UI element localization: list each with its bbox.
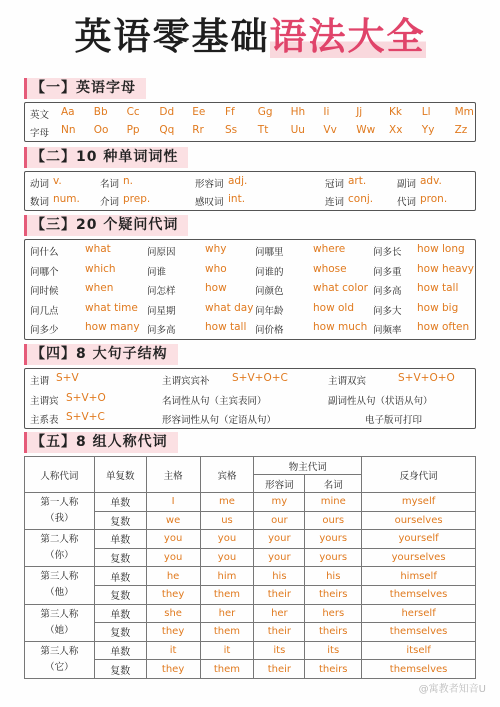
table-row: [25, 493, 476, 512]
question-en: which: [85, 262, 116, 275]
pronoun-cell: you: [200, 530, 254, 549]
section-title-alphabet: 【一】英语字母: [24, 78, 146, 99]
pos-en: prep.: [123, 193, 151, 205]
pronoun-cell: yours: [305, 530, 362, 549]
number-cell: 单数: [94, 530, 146, 549]
alphabet-letter: Dd: [159, 106, 175, 118]
person-label: 第三人称: [40, 608, 79, 620]
question-cn: 问多高: [373, 286, 402, 298]
pronoun-cell: he: [146, 567, 200, 586]
section-title-question-words: 【三】20 个疑问代词: [24, 215, 188, 236]
section-title-sentence-structures: 【四】8 大句子结构: [24, 344, 178, 365]
person-sub: （我）: [45, 513, 74, 525]
alphabet-letter: Ll: [421, 106, 431, 118]
alphabet-letter: Jj: [356, 106, 363, 118]
pronoun-cell: they: [146, 623, 200, 642]
person-sub: （它）: [45, 661, 74, 673]
question-cn: 问多长: [373, 247, 402, 258]
pos-en: art.: [348, 175, 367, 187]
structure-cn: 主谓: [30, 376, 50, 387]
pronoun-cell: his: [254, 567, 305, 586]
person-cell: [25, 641, 95, 678]
person-cell: [25, 567, 95, 604]
pronoun-cell: she: [146, 604, 200, 623]
table-row: [25, 604, 476, 623]
table-row: [25, 641, 476, 660]
pronoun-cell: my: [254, 493, 305, 512]
question-en: when: [85, 282, 114, 295]
number-cell: 复数: [94, 623, 146, 642]
pronoun-cell: ours: [305, 511, 362, 530]
question-en: how big: [417, 301, 459, 314]
pronoun-cell: you: [146, 548, 200, 567]
alphabet-letter: Zz: [454, 124, 468, 136]
pronoun-cell: it: [200, 641, 254, 660]
question-cn: 问谁: [147, 266, 167, 278]
alphabet-letter: Qq: [159, 124, 175, 136]
pronoun-cell: theirs: [305, 585, 362, 604]
section-title-pronouns: 【五】8 组人称代词: [24, 432, 178, 453]
question-cn: 问多重: [373, 266, 402, 278]
question-en: how many: [85, 321, 140, 334]
question-en: whose: [313, 262, 347, 275]
pronoun-cell: yourself: [362, 530, 476, 549]
question-en: how long: [417, 243, 465, 255]
question-cn: 问哪里: [255, 247, 284, 258]
question-cn: 问星期: [147, 305, 176, 317]
alphabet-letter: Ww: [356, 124, 376, 136]
question-cn: 问谁的: [255, 266, 284, 278]
alphabet-letter: Ff: [225, 106, 235, 118]
question-en: how: [205, 282, 227, 295]
alphabet-letter: Ss: [225, 124, 238, 136]
question-cn: 问几点: [30, 305, 59, 317]
pos-cn: 冠词: [325, 179, 345, 190]
title-part2: 语法大全: [269, 15, 426, 58]
question-en: how heavy: [417, 262, 474, 275]
question-en: who: [205, 262, 227, 275]
pronoun-table-wrap: [24, 456, 476, 679]
person-label: 第二人称: [40, 534, 79, 546]
alphabet-letter: Mm: [454, 106, 474, 118]
watermark: @寓教者知音U: [418, 684, 486, 695]
title-part1: 英语零基础: [74, 15, 270, 58]
alphabet-letter: Uu: [290, 124, 305, 136]
alphabet-letter: Pp: [126, 124, 140, 136]
pos-cn: 介词: [100, 197, 120, 208]
alphabet-letter: Yy: [421, 124, 435, 136]
question-cn: 问价格: [255, 325, 284, 337]
question-en: how often: [417, 321, 470, 334]
person-label: 第一人称: [40, 497, 79, 509]
structure-cn: 名词性从句（主宾表同）: [162, 395, 267, 407]
pronoun-cell: yours: [305, 548, 362, 567]
person-cell: [25, 604, 95, 641]
pronoun-cell: ourselves: [362, 511, 476, 530]
number-cell: 复数: [94, 548, 146, 567]
person-cell: [25, 530, 95, 567]
alphabet-label-upper: 英文: [30, 110, 50, 121]
alphabet-letter: Cc: [126, 106, 140, 118]
pronoun-cell: our: [254, 511, 305, 530]
person-sub: （他）: [45, 587, 74, 599]
alphabet-letter: Aa: [61, 106, 75, 118]
structure-cn: 形容词性从句（定语从句）: [162, 415, 277, 426]
pos-en: conj.: [348, 193, 374, 205]
person-sub: （你）: [45, 550, 74, 562]
pronoun-cell: them: [200, 585, 254, 604]
pronoun-cell: him: [200, 567, 254, 586]
pronoun-cell: they: [146, 660, 200, 679]
question-cn: 问时候: [30, 286, 59, 298]
pos-en: n.: [123, 175, 133, 187]
pronoun-cell: me: [200, 493, 254, 512]
pronoun-cell: its: [254, 641, 305, 660]
header-person: 人称代词: [25, 457, 95, 493]
question-en: how much: [313, 321, 368, 334]
pos-cn: 动词: [30, 179, 50, 190]
question-en: how tall: [417, 282, 459, 295]
pronoun-cell: your: [254, 530, 305, 549]
question-cn: 问年龄: [255, 305, 284, 317]
number-cell: 单数: [94, 493, 146, 512]
header-subject: 主格: [146, 457, 200, 493]
alphabet-letter: Tt: [257, 124, 269, 136]
question-cn: 问频率: [373, 325, 402, 337]
number-cell: 单数: [94, 567, 146, 586]
question-cn: 问颜色: [255, 286, 284, 298]
pronoun-cell: herself: [362, 604, 476, 623]
pronoun-cell: his: [305, 567, 362, 586]
pos-cn: 连词: [325, 197, 345, 208]
number-cell: 复数: [94, 511, 146, 530]
structure-cn: 主谓宾宾补: [162, 376, 210, 387]
question-cn: 问原因: [147, 247, 176, 258]
pos-cn: 形容词: [195, 179, 224, 190]
structure-cn: 主谓宾: [30, 395, 59, 407]
alphabet-box: [24, 102, 476, 142]
pronoun-cell: themselves: [362, 623, 476, 642]
alphabet-letter: Ee: [192, 106, 206, 118]
person-cell: [25, 493, 95, 530]
pos-cn: 名词: [100, 179, 120, 190]
alphabet-letter: Kk: [389, 106, 402, 118]
structure-cn: 副词性从句（状语从句）: [328, 395, 433, 407]
pronoun-cell: hers: [305, 604, 362, 623]
pronoun-cell: I: [146, 493, 200, 512]
pronoun-cell: myself: [362, 493, 476, 512]
alphabet-label-lower: 字母: [30, 128, 50, 139]
pos-cn: 数词: [30, 197, 50, 208]
alphabet-letter: Bb: [93, 106, 108, 118]
pronoun-cell: they: [146, 585, 200, 604]
pos-en: int.: [228, 193, 246, 205]
question-cn: 问多高: [147, 325, 176, 337]
pronoun-cell: you: [200, 548, 254, 567]
question-en: how old: [313, 301, 355, 314]
pronoun-cell: them: [200, 660, 254, 679]
structure-en: S+V+O: [66, 391, 106, 404]
question-en: what color: [313, 282, 368, 295]
question-cn: 问多少: [30, 325, 59, 337]
pos-cn: 副词: [397, 179, 417, 190]
pronoun-cell: himself: [362, 567, 476, 586]
pos-box: [24, 171, 476, 211]
person-sub: （她）: [45, 624, 74, 636]
header-reflexive: 反身代词: [362, 457, 476, 493]
question-cn: 问多大: [373, 305, 402, 317]
question-en: how tall: [205, 321, 247, 334]
person-label: 第三人称: [40, 571, 79, 583]
person-label: 第三人称: [40, 645, 79, 657]
alphabet-letter: Rr: [192, 124, 204, 136]
header-object: 宾格: [200, 457, 254, 493]
number-cell: 单数: [94, 641, 146, 660]
header-number: 单复数: [94, 457, 146, 493]
number-cell: 单数: [94, 604, 146, 623]
number-cell: 复数: [94, 585, 146, 604]
question-cn: 问哪个: [30, 266, 59, 278]
number-cell: 复数: [94, 660, 146, 679]
pronoun-cell: we: [146, 511, 200, 530]
page-title: [0, 14, 500, 60]
structure-cn: 主谓双宾: [328, 376, 367, 387]
question-cn: 问什么: [30, 247, 59, 258]
pos-cn: 感叹词: [195, 197, 224, 208]
question-en: what day: [205, 301, 254, 314]
pos-en: v.: [53, 175, 62, 187]
pos-cn: 代词: [397, 197, 417, 208]
pos-en: adj.: [228, 175, 248, 187]
pronoun-cell: theirs: [305, 660, 362, 679]
structure-en: S+V: [56, 372, 79, 384]
pronoun-cell: them: [200, 623, 254, 642]
header-noun: 名词: [305, 475, 362, 493]
pronoun-cell: themselves: [362, 660, 476, 679]
header-adj: 形容词: [254, 475, 305, 493]
pronoun-cell: its: [305, 641, 362, 660]
question-cn: 问怎样: [147, 286, 176, 298]
pos-en: pron.: [420, 193, 448, 205]
question-en: what time: [85, 301, 138, 314]
pos-en: adv.: [420, 175, 442, 187]
section-title-parts-of-speech: 【二】10 种单词词性: [24, 147, 188, 168]
alphabet-letter: Vv: [323, 124, 337, 136]
question-en: where: [313, 243, 346, 255]
pronoun-cell: her: [200, 604, 254, 623]
pronoun-table: [24, 456, 476, 679]
alphabet-letter: Hh: [290, 106, 306, 118]
table-row: [25, 567, 476, 586]
pronoun-cell: us: [200, 511, 254, 530]
alphabet-letter: Ii: [323, 106, 330, 118]
question-en: why: [205, 243, 227, 255]
pronoun-cell: their: [254, 585, 305, 604]
pronoun-cell: mine: [305, 493, 362, 512]
pos-en: num.: [53, 193, 80, 205]
structure-cn: 主系表: [30, 415, 59, 426]
pronoun-cell: itself: [362, 641, 476, 660]
structure-en: S+V+O+C: [232, 372, 288, 384]
alphabet-letter: Xx: [389, 124, 403, 136]
alphabet-letter: Oo: [93, 124, 109, 136]
pronoun-cell: theirs: [305, 623, 362, 642]
alphabet-letter: Gg: [257, 106, 273, 118]
pronoun-cell: you: [146, 530, 200, 549]
header-possessive: 物主代词: [254, 457, 362, 475]
pronoun-cell: it: [146, 641, 200, 660]
table-row: [25, 530, 476, 549]
pronoun-cell: her: [254, 604, 305, 623]
question-words-box: [24, 239, 476, 340]
pronoun-cell: your: [254, 548, 305, 567]
structure-en: S+V+C: [66, 411, 105, 423]
alphabet-letter: Nn: [61, 124, 76, 136]
sentence-structures-box: [24, 368, 476, 429]
structure-en: S+V+O+O: [398, 372, 455, 384]
question-en: what: [85, 243, 111, 255]
pronoun-cell: their: [254, 660, 305, 679]
structure-cn: 电子版可打印: [365, 415, 423, 426]
pronoun-cell: yourselves: [362, 548, 476, 567]
pronoun-cell: their: [254, 623, 305, 642]
pronoun-cell: themselves: [362, 585, 476, 604]
